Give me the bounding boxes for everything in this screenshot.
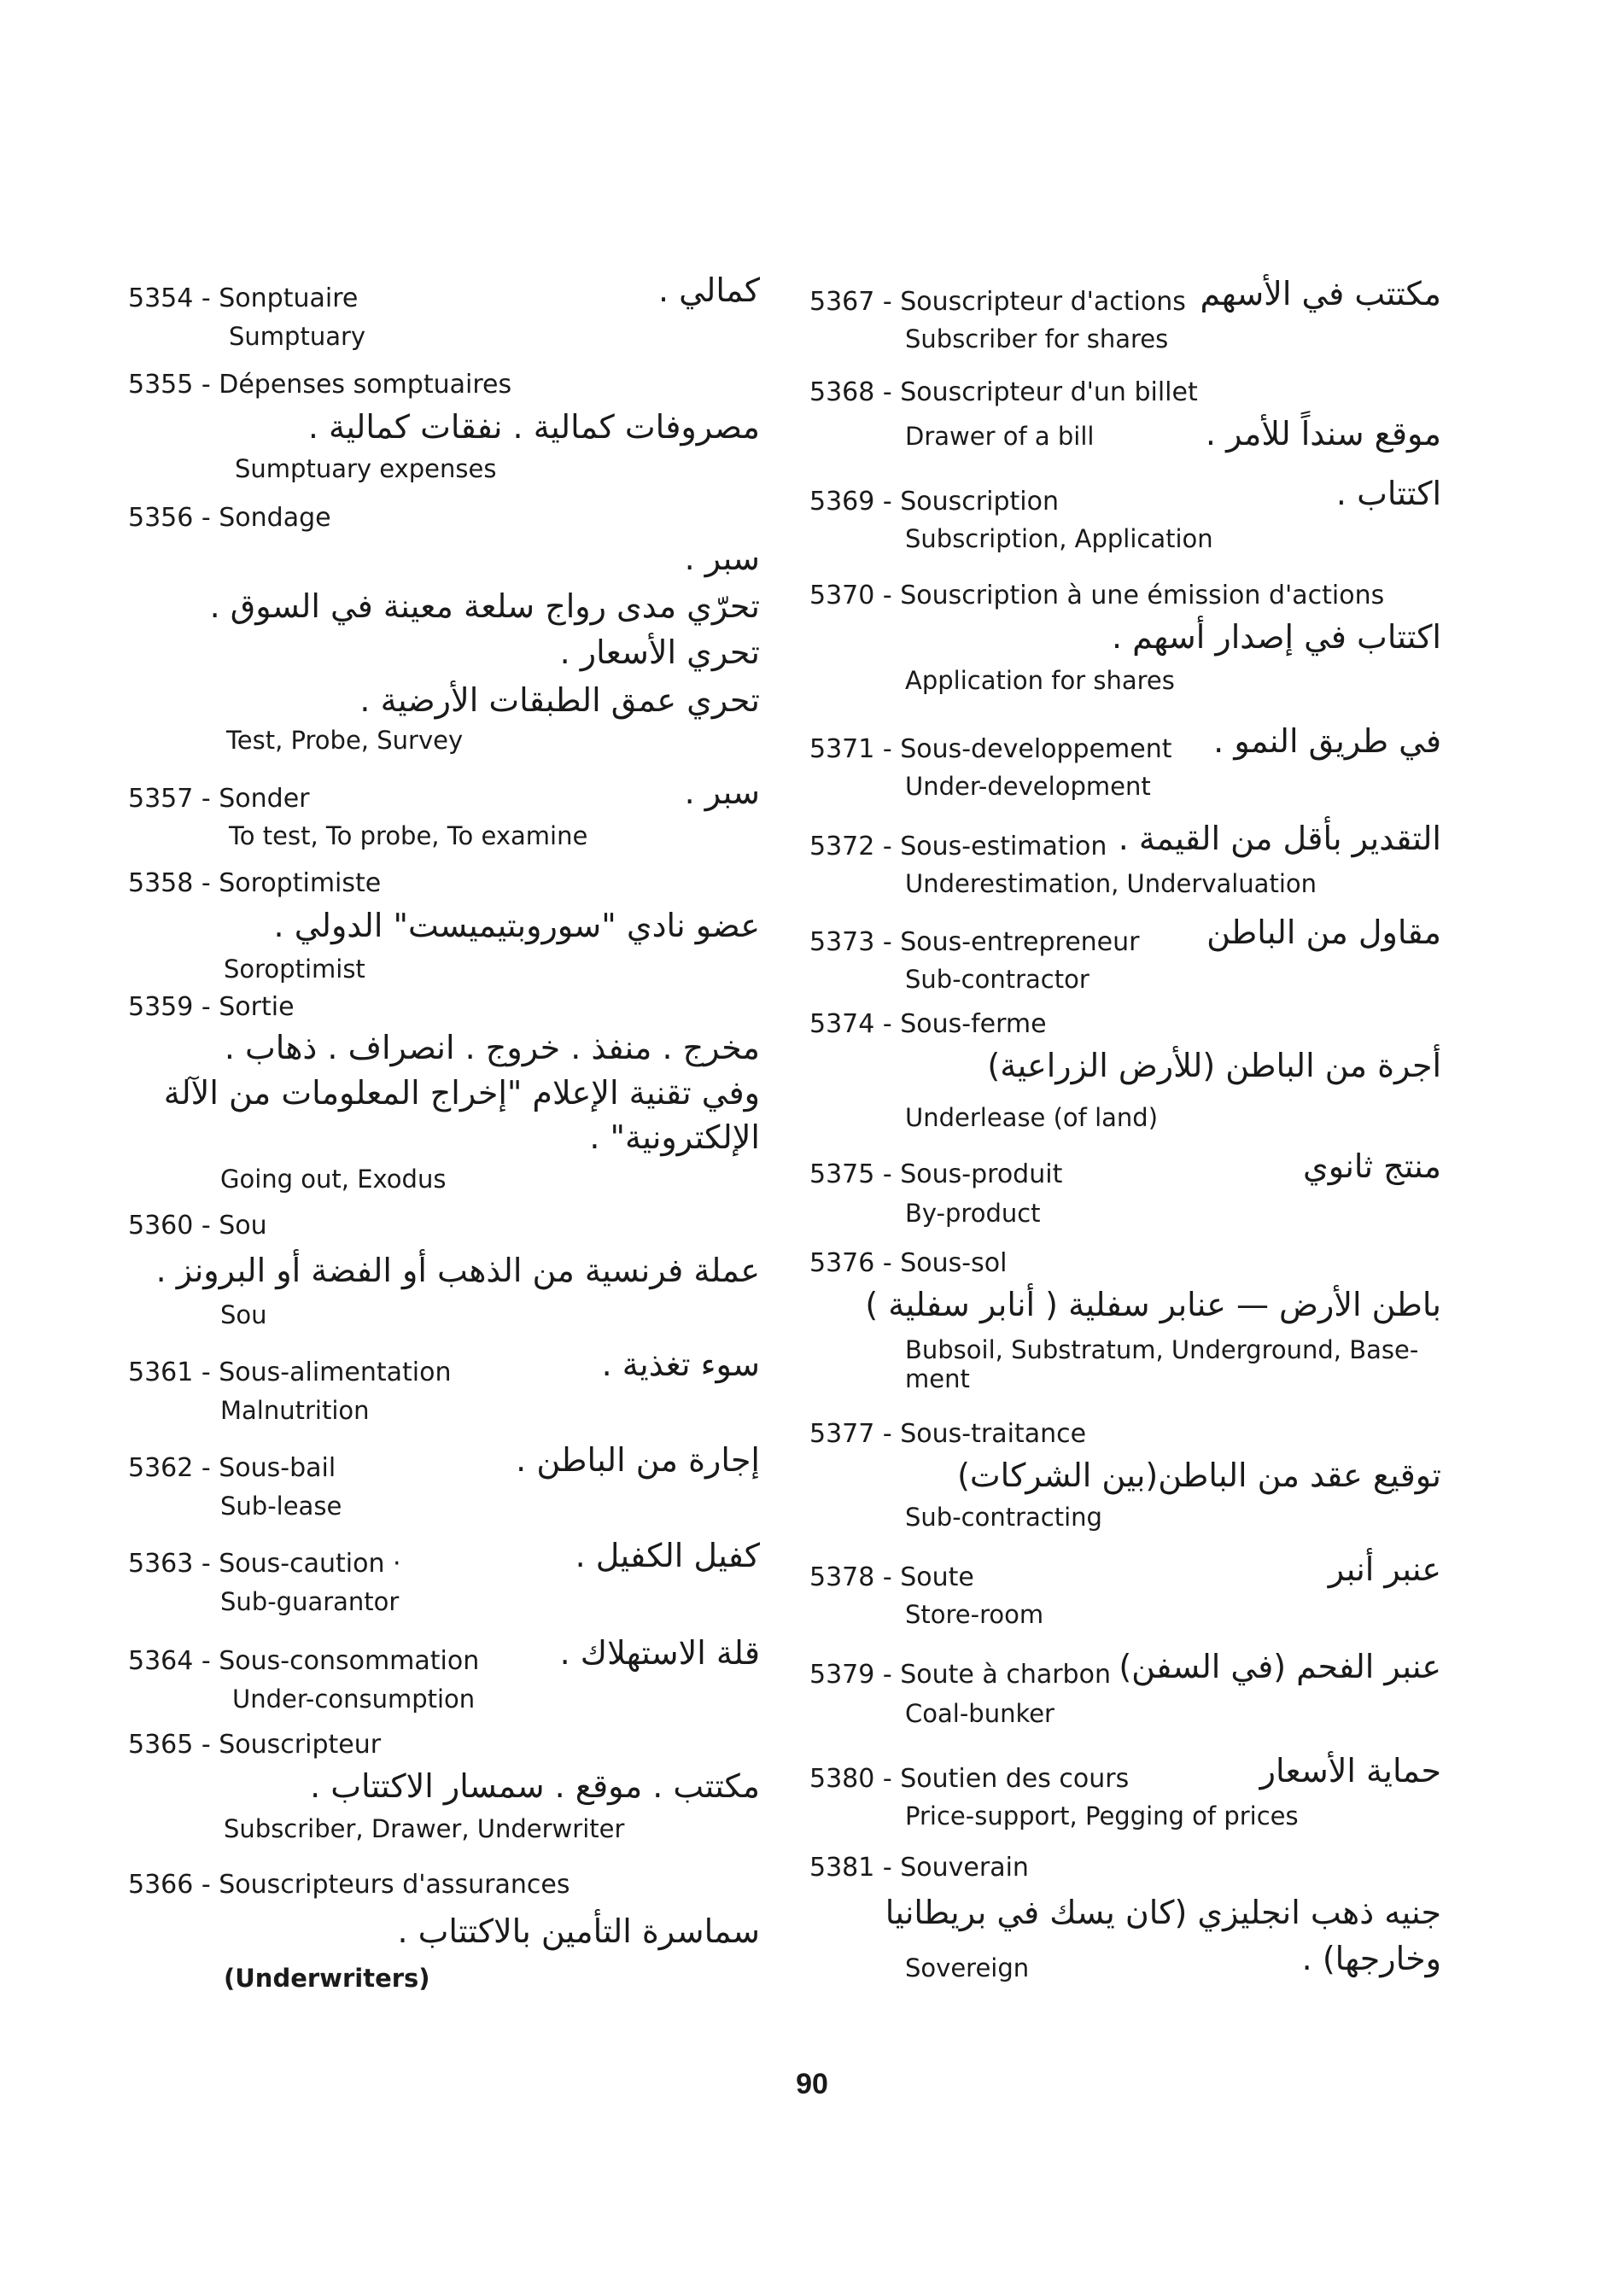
arabic-translation: تحري الأسعار . (559, 634, 760, 671)
arabic-translation: عنبر أنبر (1328, 1550, 1441, 1588)
arabic-translation: وخارجها) . (1301, 1940, 1441, 1977)
entry-headword: 5355 - Dépenses somptuaires (128, 370, 512, 400)
entry-headword: 5373 - Sous-entrepreneur (809, 927, 1140, 957)
english-translation: By-product (905, 1199, 1041, 1228)
entry-headword: 5375 - Sous-produit (809, 1159, 1063, 1189)
entry-headword: 5354 - Sonptuaire (128, 283, 359, 313)
arabic-translation: التقدير بأقل من القيمة . (1118, 820, 1441, 857)
arabic-translation: اكتتاب . (1335, 475, 1441, 512)
english-translation: Subscription, Application (905, 524, 1213, 553)
english-translation: Subscriber, Drawer, Underwriter (224, 1814, 625, 1843)
arabic-translation: الإلكترونية" . (589, 1118, 760, 1156)
english-translation: Sub-lease (220, 1492, 342, 1521)
entry-headword: 5379 - Soute à charbon (809, 1660, 1111, 1690)
arabic-translation: عملة فرنسية من الذهب أو الفضة أو البرونز . (155, 1252, 760, 1289)
entry-headword: 5370 - Souscription à une émission d'actions (809, 581, 1385, 610)
english-translation: Price-support, Pegging of prices (905, 1801, 1299, 1830)
arabic-translation: حماية الأسعار (1259, 1752, 1441, 1790)
english-translation: Application for shares (905, 666, 1175, 695)
english-translation: Malnutrition (220, 1396, 370, 1425)
entry-headword: 5376 - Sous-sol (809, 1248, 1008, 1278)
english-translation: Underlease (of land) (905, 1103, 1159, 1132)
english-translation: (Underwriters) (224, 1964, 430, 1993)
entry-headword: 5374 - Sous-ferme (809, 1009, 1047, 1039)
arabic-translation: توقيع عقد من الباطن(بين الشركات) (957, 1457, 1441, 1494)
arabic-translation: قلة الاستهلاك . (559, 1634, 760, 1672)
english-translation: ment (905, 1364, 970, 1393)
english-translation: Sovereign (905, 1953, 1030, 1982)
entry-headword: 5365 - Souscripteur (128, 1730, 382, 1760)
arabic-translation: إجارة من الباطن . (516, 1441, 760, 1479)
page-number: 90 (796, 2068, 828, 2100)
arabic-translation: وفي تقنية الإعلام "إخراج المعلومات من الآلة (163, 1074, 760, 1112)
english-translation: Sumptuary expenses (235, 454, 497, 483)
arabic-translation: سماسرة التأمين بالاكتتاب . (397, 1912, 760, 1950)
english-translation: Going out, Exodus (220, 1165, 447, 1194)
arabic-translation: عضو نادي "سوروبتيميست" الدولي . (273, 907, 760, 944)
entry-headword: 5360 - Sou (128, 1211, 267, 1241)
arabic-translation: كفيل الكفيل . (575, 1537, 760, 1574)
entry-headword: 5363 - Sous-caution · (128, 1549, 401, 1579)
entry-headword: 5356 - Sondage (128, 503, 331, 533)
arabic-translation: موقع سنداً للأمر . (1205, 415, 1441, 453)
english-translation: Store-room (905, 1600, 1044, 1629)
english-translation: Under-development (905, 772, 1151, 801)
entry-headword: 5361 - Sous-alimentation (128, 1358, 452, 1387)
entry-headword: 5367 - Souscripteur d'actions (809, 287, 1186, 317)
english-translation: Drawer of a bill (905, 422, 1095, 451)
entry-headword: 5368 - Souscripteur d'un billet (809, 377, 1198, 407)
arabic-translation: عنبر الفحم (في السفن) (1119, 1648, 1441, 1685)
english-translation: Underestimation, Undervaluation (905, 869, 1317, 898)
english-translation: Sub-contracting (905, 1503, 1102, 1532)
english-translation: Sub-guarantor (220, 1587, 400, 1616)
entry-headword: 5371 - Sous-developpement (809, 734, 1172, 764)
arabic-translation: منتج ثانوي (1302, 1147, 1441, 1185)
arabic-translation: مخرج . منفذ . خروج . انصراف . ذهاب . (224, 1029, 760, 1066)
arabic-translation: سوء تغذية . (601, 1346, 760, 1383)
arabic-translation: باطن الأرض — عنابر سفلية ( أنابر سفلية ) (865, 1286, 1441, 1323)
english-translation: Bubsoil, Substratum, Underground, Base- (905, 1335, 1419, 1364)
english-translation: Sub-contractor (905, 965, 1089, 994)
entry-headword: 5381 - Souverain (809, 1853, 1029, 1883)
entry-headword: 5377 - Sous-traitance (809, 1419, 1087, 1449)
arabic-translation: تحرّي مدى رواج سلعة معينة في السوق . (209, 587, 760, 625)
arabic-translation: مصروفات كمالية . نفقات كمالية . (307, 408, 760, 446)
arabic-translation: مكتتب في الأسهم (1200, 275, 1441, 312)
english-translation: Sumptuary (229, 322, 366, 351)
entry-headword: 5378 - Soute (809, 1562, 974, 1592)
arabic-translation: جنيه ذهب انجليزي (كان يسك في بريطانيا (885, 1894, 1441, 1931)
arabic-translation: سبر . (684, 774, 760, 811)
english-translation: Test, Probe, Survey (226, 726, 464, 755)
entry-headword: 5357 - Sonder (128, 784, 310, 814)
entry-headword: 5358 - Soroptimiste (128, 868, 382, 898)
arabic-translation: كمالي . (657, 272, 760, 309)
english-translation: Sou (220, 1300, 267, 1329)
english-translation: To test, To probe, To examine (229, 821, 588, 850)
english-translation: Coal-bunker (905, 1699, 1054, 1728)
entry-headword: 5369 - Souscription (809, 487, 1059, 517)
arabic-translation: سبر . (684, 540, 760, 577)
arabic-translation: في طريق النمو . (1213, 722, 1441, 760)
arabic-translation: مكتتب . موقع . سمسار الاكتتاب . (310, 1767, 760, 1805)
english-translation: Under-consumption (232, 1685, 476, 1714)
english-translation: Soroptimist (224, 955, 365, 984)
arabic-translation: أجرة من الباطن (للأرض الزراعية) (987, 1047, 1441, 1084)
entry-headword: 5372 - Sous-estimation (809, 832, 1107, 861)
entry-headword: 5364 - Sous-consommation (128, 1646, 480, 1676)
arabic-translation: مقاول من الباطن (1206, 914, 1441, 951)
entry-headword: 5362 - Sous-bail (128, 1453, 336, 1483)
arabic-translation: اكتتاب في إصدار أسهم . (1111, 618, 1441, 656)
entry-headword: 5380 - Soutien des cours (809, 1764, 1130, 1794)
entry-headword: 5359 - Sortie (128, 992, 295, 1022)
arabic-translation: تحري عمق الطبقات الأرضية . (359, 681, 760, 719)
english-translation: Subscriber for shares (905, 324, 1169, 353)
entry-headword: 5366 - Souscripteurs d'assurances (128, 1870, 570, 1900)
